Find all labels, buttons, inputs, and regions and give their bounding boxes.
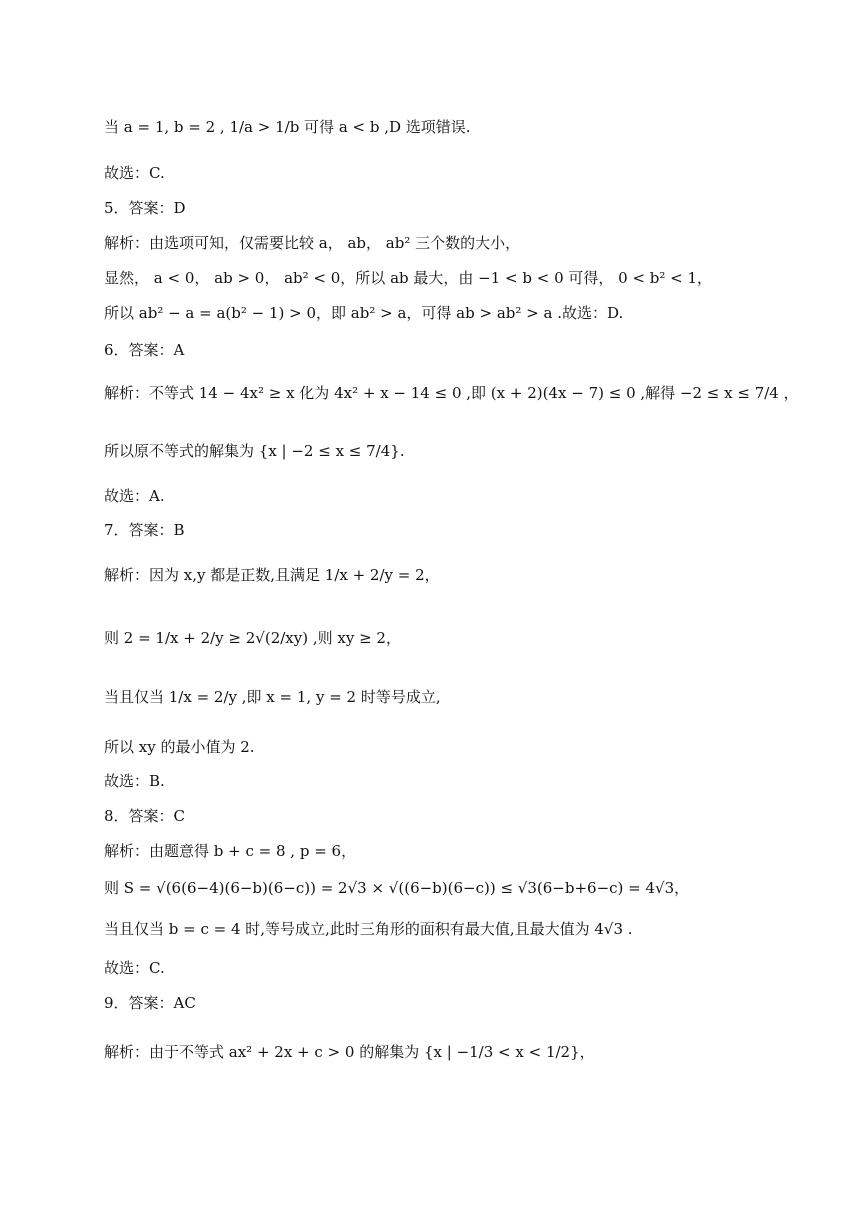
text-line: 解析：不等式 14 − 4x² ≥ x 化为 4x² + x − 14 ≤ 0 ,即 (x + 2)(4x − 7) ≤ 0 ,解得 −2 ≤ x ≤ 7/4 ，	[104, 384, 799, 402]
text-line: 故选：A.	[104, 487, 165, 505]
answer-heading: 7．答案：B	[104, 521, 185, 539]
answer-heading: 6．答案：A	[104, 341, 185, 359]
text-line: 解析：因为 x,y 都是正数,且满足 1/x + 2/y = 2，	[104, 566, 440, 584]
text-line: 解析：由题意得 b + c = 8 , p = 6，	[104, 842, 357, 860]
answer-heading: 9．答案：AC	[104, 994, 196, 1012]
text-line: 显然， a < 0， ab > 0， ab² < 0，所以 ab 最大，由 −1 < b < 0 可得， 0 < b² < 1，	[104, 269, 713, 287]
text-line: 所以原不等式的解集为 {x | −2 ≤ x ≤ 7/4}.	[104, 442, 405, 460]
text-line: 所以 xy 的最小值为 2.	[104, 738, 255, 756]
text-line: 当 a = 1, b = 2 , 1/a > 1/b 可得 a < b ,D 选项错误.	[104, 118, 471, 136]
text-line: 解析：由于不等式 ax² + 2x + c > 0 的解集为 {x | −1/3 < x < 1/2}，	[104, 1043, 595, 1061]
text-line: 则 2 = 1/x + 2/y ≥ 2√(2/xy) ,则 xy ≥ 2，	[104, 629, 401, 647]
text-line: 当且仅当 1/x = 2/y ,即 x = 1, y = 2 时等号成立,	[104, 688, 441, 706]
text-line: 解析：由选项可知，仅需要比较 a， ab， ab² 三个数的大小，	[104, 234, 521, 252]
answer-heading: 5．答案：D	[104, 199, 186, 217]
text-line: 则 S = √(6(6−4)(6−b)(6−c)) = 2√3 × √((6−b)(6−c)) ≤ √3(6−b+6−c) = 4√3，	[104, 879, 690, 897]
text-line: 故选：C.	[104, 164, 165, 182]
text-line: 所以 ab² − a = a(b² − 1) > 0，即 ab² > a，可得 ab > ab² > a .故选：D.	[104, 304, 624, 322]
answer-heading: 8．答案：C	[104, 807, 186, 825]
text-line: 故选：B.	[104, 772, 165, 790]
text-line: 当且仅当 b = c = 4 时,等号成立,此时三角形的面积有最大值,且最大值为 4√3 .	[104, 920, 633, 938]
text-line: 故选：C.	[104, 959, 165, 977]
